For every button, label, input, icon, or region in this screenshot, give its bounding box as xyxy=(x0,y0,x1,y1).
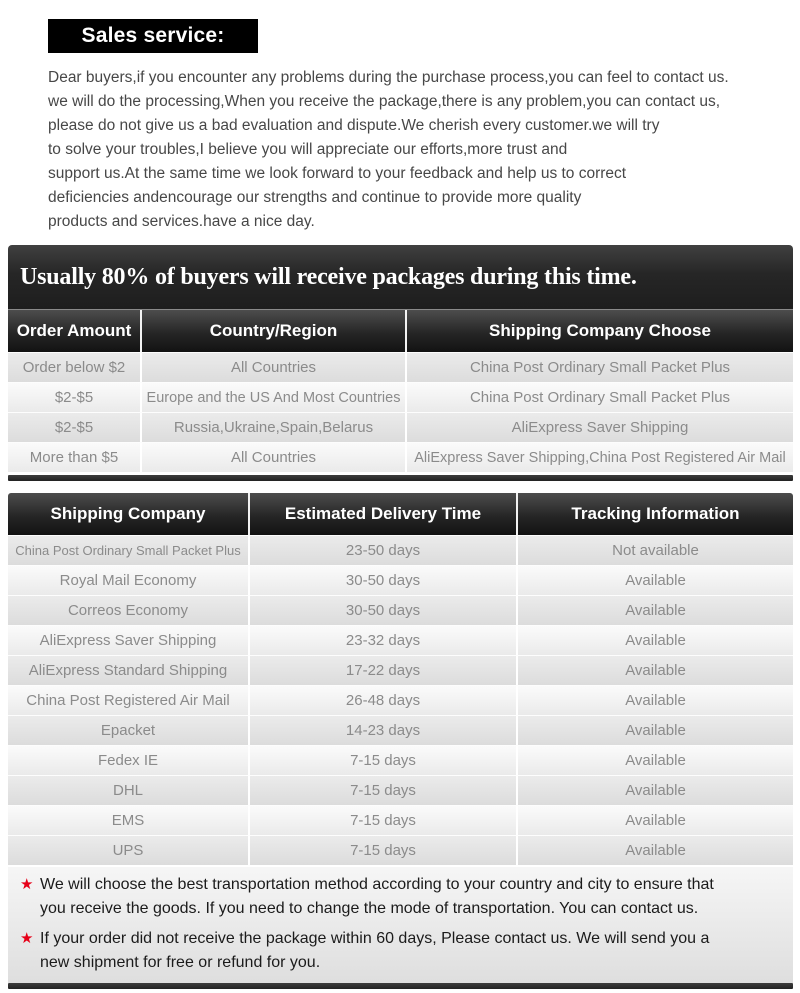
table-cell: Available xyxy=(625,572,686,589)
header-cell-shipping-company: Shipping Company xyxy=(8,493,250,535)
table-cell: All Countries xyxy=(142,443,407,472)
table-row xyxy=(8,835,793,865)
delivery-table-body xyxy=(8,535,793,865)
table-cell: UPS xyxy=(8,836,250,865)
shipping-info-section xyxy=(8,245,793,989)
note-60-days-refund xyxy=(20,927,779,975)
table-cell: China Post Registered Air Mail xyxy=(8,686,250,715)
table-row xyxy=(8,535,793,565)
delivery-table-header xyxy=(8,493,793,535)
table-cell: 23-50 days xyxy=(250,536,518,565)
text-line: support us.At the same time we look forward to your feedback and help us to correct xyxy=(48,165,627,182)
table-row xyxy=(8,775,793,805)
table-cell: $2-$5 xyxy=(8,413,142,442)
header-cell-estimated-delivery-time: Estimated Delivery Time xyxy=(250,493,518,535)
table-cell: 7-15 days xyxy=(250,836,518,865)
header-cell-shipping-company-choose: Shipping Company Choose xyxy=(489,321,711,340)
table-cell: AliExpress Standard Shipping xyxy=(8,656,250,685)
table-cell: Available xyxy=(625,752,686,769)
table-row xyxy=(8,745,793,775)
header-cell-order-amount: Order Amount xyxy=(8,310,142,352)
text-line: deficiencies andencourage our strengths and continue to provide more quality xyxy=(48,189,582,206)
table-cell: China Post Ordinary Small Packet Plus xyxy=(469,389,731,406)
text-line: we will do the processing,When you receive the package,there is any problem,you can contact us, xyxy=(48,93,721,110)
table-cell: 30-50 days xyxy=(250,596,518,625)
text-line: to solve your troubles,I believe you will appreciate our efforts,more trust and xyxy=(48,141,568,158)
table-cell: Available xyxy=(625,602,686,619)
table-cell: Russia,Ukraine,Spain,Belarus xyxy=(142,413,407,442)
table-cell: Available xyxy=(625,812,686,829)
table-cell: Epacket xyxy=(8,716,250,745)
table-cell: 30-50 days xyxy=(250,566,518,595)
table-cell: Available xyxy=(625,722,686,739)
table-cell: $2-$5 xyxy=(8,383,142,412)
text-line: products and services.have a nice day. xyxy=(48,213,315,230)
sales-service-heading: Sales service: xyxy=(48,19,258,53)
bottom-bar xyxy=(8,983,793,989)
table-row xyxy=(8,442,793,472)
order-shipping-table-body xyxy=(8,352,793,472)
note-transport-method xyxy=(20,873,779,921)
table-cell: Available xyxy=(625,632,686,649)
table-row xyxy=(8,352,793,382)
text-line: you receive the goods. If you need to change the mode of transportation. You can contact us. xyxy=(40,900,699,917)
order-shipping-table-header xyxy=(8,310,793,352)
table-cell: Fedex IE xyxy=(8,746,250,775)
table-cell: China Post Ordinary Small Packet Plus xyxy=(8,536,250,565)
table-row xyxy=(8,412,793,442)
table-cell: Not available xyxy=(612,542,699,559)
table-cell: AliExpress Saver Shipping,China Post Registered Air Mail xyxy=(414,449,786,466)
table-cell: 7-15 days xyxy=(250,806,518,835)
text-line: We will choose the best transportation method according to your country and city to ensure that xyxy=(40,876,714,893)
text-line: new shipment for free or refund for you. xyxy=(40,954,321,971)
table-cell: More than $5 xyxy=(8,443,142,472)
table-cell: Royal Mail Economy xyxy=(8,566,250,595)
table-row xyxy=(8,625,793,655)
shipping-banner-title: Usually 80% of buyers will receive packages during this time. xyxy=(8,245,793,310)
table-cell: China Post Ordinary Small Packet Plus xyxy=(469,359,731,376)
header-cell-country-region: Country/Region xyxy=(142,310,407,352)
star-icon: ★ xyxy=(20,876,34,893)
table-divider-bar xyxy=(8,475,793,481)
table-cell: Correos Economy xyxy=(8,596,250,625)
text-line: Dear buyers,if you encounter any problems during the purchase process,you can feel to contact us. xyxy=(48,69,729,86)
table-cell: 17-22 days xyxy=(250,656,518,685)
table-cell: DHL xyxy=(8,776,250,805)
footer-notes xyxy=(8,867,793,983)
table-row xyxy=(8,805,793,835)
note-text xyxy=(40,873,779,921)
table-cell: AliExpress Saver Shipping xyxy=(8,626,250,655)
table-cell: Available xyxy=(625,662,686,679)
table-cell: Available xyxy=(625,782,686,799)
text-line: If your order did not receive the package within 60 days, Please contact us. We will send you a xyxy=(40,930,710,947)
table-cell: 7-15 days xyxy=(250,746,518,775)
header-cell-tracking-information: Tracking Information xyxy=(571,504,740,523)
note-text xyxy=(40,927,779,975)
table-cell: 26-48 days xyxy=(250,686,518,715)
table-cell: AliExpress Saver Shipping xyxy=(511,419,689,436)
table-cell: 23-32 days xyxy=(250,626,518,655)
table-row xyxy=(8,685,793,715)
text-line: please do not give us a bad evaluation and dispute.We cherish every customer.we will try xyxy=(48,117,660,134)
table-row xyxy=(8,382,793,412)
table-cell: Available xyxy=(625,842,686,859)
table-cell: Europe and the US And Most Countries xyxy=(142,383,407,412)
table-row xyxy=(8,595,793,625)
table-cell: 14-23 days xyxy=(250,716,518,745)
table-row xyxy=(8,565,793,595)
table-row xyxy=(8,655,793,685)
table-cell: 7-15 days xyxy=(250,776,518,805)
delivery-table xyxy=(8,493,793,865)
table-cell: Order below $2 xyxy=(8,353,142,382)
table-cell: All Countries xyxy=(142,353,407,382)
table-cell: EMS xyxy=(8,806,250,835)
intro-paragraph xyxy=(48,66,778,234)
table-row xyxy=(8,715,793,745)
table-cell: Available xyxy=(625,692,686,709)
star-icon: ★ xyxy=(20,930,34,947)
